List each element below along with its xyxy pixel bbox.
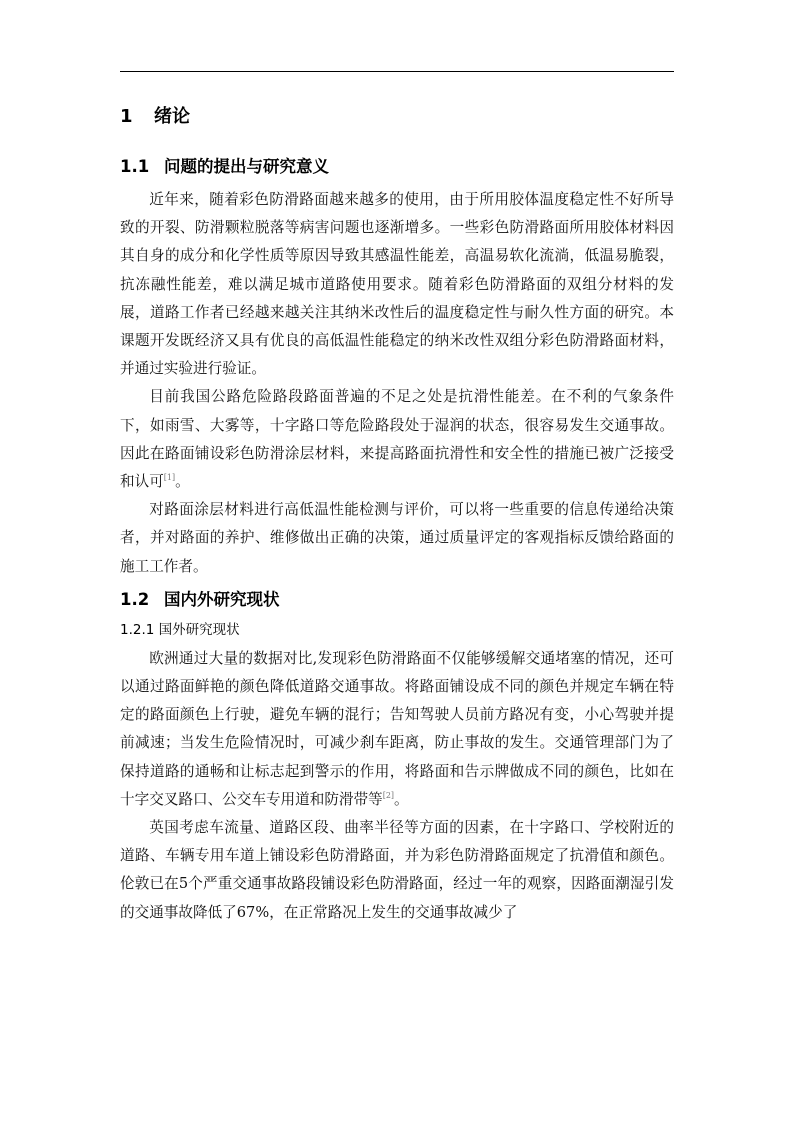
subsection-number: 1.2.1: [120, 621, 155, 638]
chapter-title: 绪论: [154, 106, 190, 127]
page-content: [120, 100, 674, 927]
paragraph-text: 欧洲通过大量的数据对比,发现彩色防滑路面不仅能够缓解交通堵塞的情况，还可以通过路面鲜艳的颜色降低道路交通事故。将路面铺设成不同的颜色并规定车辆在特定的路面颜色上行驶，避免车辆的混行；告知驾驶人员前方路况有变，小心驾驶并提前减速；当发生危险情况时，可减少刹车距离，防止事故的发生。交通管理部门为了保持道路的通畅和让标志起到警示的作用，将路面和告示牌做成不同的颜色，比如在十字交叉路口、公交车专用道和防滑带等: [120, 649, 674, 808]
section-heading-1-1: [120, 152, 674, 182]
paragraph: [120, 383, 674, 496]
paragraph-text: 对路面涂层材料进行高低温性能检测与评价，可以将一些重要的信息传递给决策者，并对路面的养护、维修做出正确的决策，通过质量评定的客观指标反馈给路面的施工工作者。: [120, 501, 674, 575]
chapter-heading: [120, 100, 674, 134]
section-title: 问题的提出与研究意义: [164, 157, 329, 176]
paragraph-tail: 。: [394, 790, 409, 808]
paragraph-text: 英国考虑车流量、道路区段、曲率半径等方面的因素，在十字路口、学校附近的道路、车辆专用车道上铺设彩色防滑路面，并为彩色防滑路面规定了抗滑值和颜色。伦敦已在5个严重交通事故路段铺设彩色防滑路面，经过一年的观察，因路面潮湿引发的交通事故降低了67%，在正常路况上发生的交通事故减少了: [120, 819, 674, 921]
section-number: 1.2: [120, 589, 150, 609]
paragraph-text: 近年来，随着彩色防滑路面越来越多的使用，由于所用胶体温度稳定性不好所导致的开裂、防滑颗粒脱落等病害问题也逐渐增多。一些彩色防滑路面所用胶体材料因其自身的成分和化学性质等原因导致其感温性能差，高温易软化流淌，低温易脆裂，抗冻融性能差，难以满足城市道路使用要求。随着彩色防滑路面的双组分材料的发展，道路工作者已经越来越关注其纳米改性后的温度稳定性与耐久性方面的研究。本课题开发既经济又具有优良的高低温性能稳定的纳米改性双组分彩色防滑路面材料，并通过实验进行验证。: [120, 191, 674, 378]
paragraph: [120, 186, 674, 383]
paragraph: [120, 496, 674, 581]
subsection-heading-1-2-1: [120, 617, 674, 643]
section-number: 1.1: [120, 157, 150, 176]
header-rule: [120, 71, 674, 72]
paragraph: [120, 645, 674, 814]
citation-marker: [1]: [163, 473, 176, 483]
paragraph-text: 目前我国公路危险路段路面普遍的不足之处是抗滑性能差。在不利的气象条件下，如雨雪、大雾等，十字路口等危险路段处于湿润的状态，很容易发生交通事故。因此在路面铺设彩色防滑涂层材料，来提高路面抗滑性和安全性的措施已被广泛接受和认可: [120, 388, 674, 491]
paragraph: [120, 814, 674, 927]
section-title: 国内外研究现状: [164, 589, 280, 609]
chapter-number: 1: [120, 106, 133, 127]
subsection-title: 国外研究现状: [158, 621, 240, 638]
citation-marker: [2]: [382, 790, 395, 800]
section-heading-1-2: [120, 585, 674, 615]
paragraph-tail: 。: [175, 473, 190, 491]
